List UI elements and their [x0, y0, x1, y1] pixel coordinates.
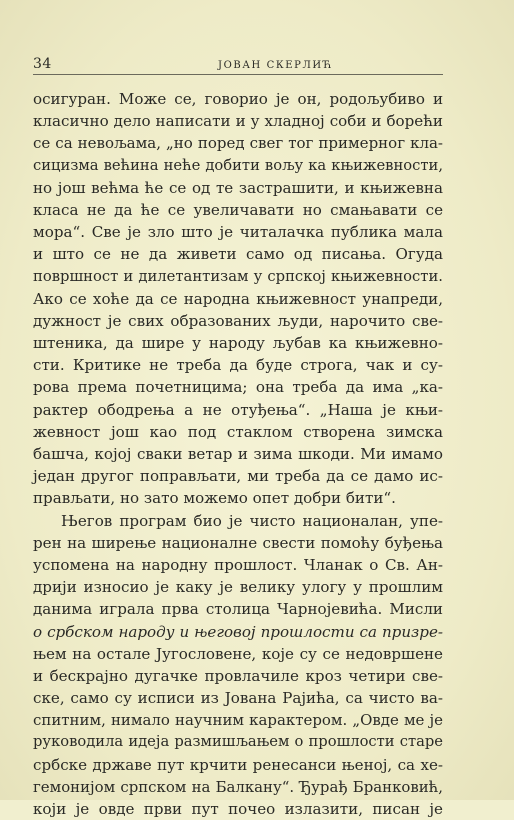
text-line: Његов програм био је чисто националан, упе-	[61, 511, 443, 530]
text-line: рактер ободрења а не отуђења“. „Наша је књи-	[33, 400, 443, 419]
text-line: жевност још као под стаклом створена зимска	[33, 422, 443, 441]
text-line: данима играла прва столица Чарнојевића. Мисли	[33, 600, 443, 619]
text-line: се са невољама, „но поред свег тог примерног кла-	[33, 134, 443, 153]
text-line: спитним, нимало научним карактером. „Овде ме је	[33, 711, 443, 730]
text-line: класично дело написати и у хладној соби и борећи	[33, 112, 443, 131]
text-line: прављати, но зато можемо опет добри бити“.	[33, 489, 396, 508]
text-line: србске државе пут крчити ренесанси њеној, са хе-	[33, 755, 443, 774]
text-line: мора“. Све је зло што је читалачка публика мала	[33, 223, 443, 242]
text-line: површност и дилетантизам у српској књижевности.	[33, 267, 443, 285]
text-line: рен на ширење националне свести помоћу буђења	[33, 533, 443, 552]
text-line: и бескрајно дугачке провлачиле кроз четири све-	[33, 666, 443, 685]
text-line: њем на остале Југословене, које су се недовршене	[33, 644, 443, 663]
text-line: о србском народу и његовој прошлости са призре-	[33, 622, 443, 641]
text-line: дужност је свих образованих људи, нарочито све-	[33, 311, 443, 330]
text-line: руководила идеја размишљањем о прошлости старе	[33, 733, 443, 751]
text-line: штеника, да шире у народу љубав ка књижевно-	[33, 334, 443, 353]
header-rule	[33, 74, 443, 75]
text-line: но још већма ће се од те застрашити, и књижевна	[33, 178, 443, 197]
text-line: успомена на народну прошлост. Чланак о Св. Ан-	[33, 555, 443, 574]
running-head: ЈОВАН СКЕРЛИЋ	[218, 60, 334, 71]
body-text	[33, 88, 443, 820]
text-line: Ако се хоће да се народна књижевност унапреди,	[33, 289, 443, 308]
page-header	[33, 56, 443, 76]
text-line: рова према почетницима; она треба да има „ка-	[33, 378, 443, 397]
text-line: гемонијом српском на Балкану“. Ђурађ Бранковић,	[33, 777, 443, 796]
text-line: осигуран. Може се, говорио је он, родољубиво и	[33, 90, 443, 108]
text-line: дрији износио је каку је велику улогу у прошлим	[33, 578, 443, 597]
text-line: један другог поправљати, ми треба да се дамо ис-	[33, 467, 443, 486]
text-line: и што се не да живети само од писања. Огуда	[33, 245, 443, 264]
text-line: ске, само су исписи из Јована Рајића, са чисто ва-	[33, 689, 443, 708]
page-number: 34	[33, 56, 52, 72]
text-line: башча, којој сваки ветар и зима шкоди. Ми имамо	[33, 445, 443, 463]
text-line: који је овде први пут почео излазити, писан је	[33, 800, 443, 818]
text-line: сицизма већина неће добити вољу ка књижевности,	[33, 156, 443, 174]
text-line: класа не да ће се увеличавати но смањавати се	[33, 200, 443, 219]
text-line: сти. Критике не треба да буде строга, чак и су-	[33, 356, 443, 375]
